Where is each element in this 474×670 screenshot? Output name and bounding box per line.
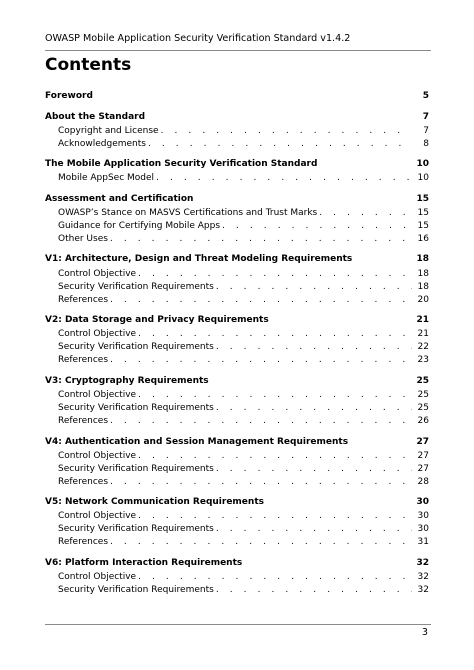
toc-entry-page: 27	[417, 463, 429, 474]
toc-entry-page: 18	[417, 281, 429, 292]
toc-entry-title: Other Uses	[58, 233, 108, 244]
toc-section-page: 5	[422, 91, 429, 101]
toc-entry-title: Copyright and License	[58, 125, 159, 136]
toc-entry-page: 30	[417, 524, 429, 535]
toc-entry-title: References	[58, 415, 109, 426]
dot-leader	[110, 233, 412, 246]
toc-entry-page: 8	[423, 138, 429, 149]
toc-section-page: 30	[416, 497, 429, 508]
toc-entry-title: Control Objective	[58, 450, 137, 461]
toc-section-title: The Mobile Application Security Verification Standard	[45, 159, 318, 170]
toc-section-page: 25	[416, 375, 429, 386]
toc-entry-page: 16	[417, 233, 429, 244]
toc-section-heading[interactable]	[45, 111, 429, 124]
toc-entry-title: Control Objective	[58, 571, 137, 582]
dot-leader	[138, 510, 412, 523]
dot-leader	[110, 536, 412, 549]
toc-section-heading[interactable]	[45, 158, 429, 171]
toc-section-title: V6: Platform Interaction Requirements	[45, 557, 243, 568]
page-title: Contents	[45, 55, 132, 75]
toc-entry-title: Security Verification Requirements	[58, 281, 214, 292]
toc-section	[45, 253, 429, 306]
toc-entry-title: Mobile AppSec Model	[58, 173, 155, 184]
toc-section	[45, 111, 429, 151]
toc-entry[interactable]	[45, 138, 429, 151]
toc-section-page: 15	[416, 193, 429, 204]
toc-entry-page: 31	[417, 537, 429, 548]
dot-leader	[138, 571, 412, 584]
toc-entry-title: Security Verification Requirements	[58, 463, 214, 474]
dot-leader	[216, 341, 412, 354]
toc-section-page: 21	[416, 315, 429, 326]
toc-section-title: V1: Architecture, Design and Threat Modeling Requirements	[45, 254, 353, 265]
toc-entry-title: Guidance for Certifying Mobile Apps	[58, 220, 221, 231]
toc-entry[interactable]	[45, 450, 429, 463]
toc-section-title: V3: Cryptography Requirements	[45, 375, 209, 386]
dot-leader	[138, 389, 412, 402]
toc-entry[interactable]	[45, 354, 429, 367]
toc-section-title: V2: Data Storage and Privacy Requirements	[45, 315, 269, 326]
toc-section	[45, 193, 429, 246]
toc-entry-page: 15	[417, 220, 429, 231]
toc-entry-page: 15	[417, 207, 429, 218]
toc-entry[interactable]	[45, 584, 429, 597]
dot-leader	[138, 268, 412, 281]
toc-section	[45, 436, 429, 489]
toc-entry[interactable]	[45, 476, 429, 489]
toc-entry-title: References	[58, 476, 109, 487]
dot-leader	[222, 220, 412, 233]
toc-entry-title: Security Verification Requirements	[58, 585, 214, 595]
toc-entry-title: References	[58, 537, 109, 548]
toc-entry-title: Security Verification Requirements	[58, 402, 214, 413]
toc-entry[interactable]	[45, 172, 429, 185]
toc-section-title: V4: Authentication and Session Management Requirements	[45, 436, 349, 447]
toc-entry[interactable]	[45, 294, 429, 307]
toc-section	[45, 158, 429, 185]
toc-section	[45, 557, 429, 597]
dot-leader	[216, 281, 412, 294]
table-of-contents	[45, 90, 429, 605]
toc-entry[interactable]	[45, 281, 429, 294]
toc-entry-title: References	[58, 355, 109, 366]
toc-entry[interactable]	[45, 125, 429, 138]
toc-entry[interactable]	[45, 415, 429, 428]
toc-entry[interactable]	[45, 402, 429, 415]
toc-entry-page: 32	[417, 585, 429, 595]
toc-entry-title: Control Objective	[58, 511, 137, 522]
dot-leader	[216, 463, 412, 476]
toc-entry-page: 32	[417, 571, 429, 582]
toc-section	[45, 375, 429, 428]
dot-leader	[319, 207, 412, 220]
page-number: 3	[421, 627, 428, 638]
toc-section	[45, 314, 429, 367]
toc-entry-page: 10	[417, 173, 429, 184]
toc-section-heading[interactable]	[45, 496, 429, 509]
toc-entry-title: Security Verification Requirements	[58, 342, 214, 353]
toc-section	[45, 90, 429, 103]
toc-entry-page: 18	[417, 268, 429, 279]
toc-entry-page: 23	[417, 355, 429, 366]
toc-section-heading[interactable]	[45, 253, 429, 266]
toc-section-title: About the Standard	[45, 111, 146, 122]
toc-entry[interactable]	[45, 233, 429, 246]
toc-section-page: 7	[422, 111, 429, 122]
toc-entry-title: Control Objective	[58, 268, 137, 279]
toc-entry-title: Control Objective	[58, 389, 137, 400]
dot-leader	[216, 402, 412, 415]
toc-section	[45, 496, 429, 549]
toc-entry[interactable]	[45, 389, 429, 402]
toc-entry[interactable]	[45, 463, 429, 476]
dot-leader	[148, 138, 412, 151]
toc-entry-title: OWASP’s Stance on MASVS Certifications and Trust Marks	[58, 207, 318, 218]
toc-section-title: Assessment and Certification	[45, 193, 194, 204]
toc-entry[interactable]	[45, 268, 429, 281]
toc-entry-page: 22	[417, 342, 429, 353]
toc-entry-page: 7	[423, 125, 429, 136]
toc-entry-title: Security Verification Requirements	[58, 524, 214, 535]
toc-entry-page: 25	[417, 402, 429, 413]
toc-entry-page: 25	[417, 389, 429, 400]
toc-entry-page: 21	[417, 329, 429, 340]
toc-entry[interactable]	[45, 523, 429, 536]
toc-section-heading[interactable]	[45, 314, 429, 327]
toc-entry[interactable]	[45, 536, 429, 549]
dot-leader	[216, 523, 412, 536]
toc-entry-title: References	[58, 294, 109, 305]
dot-leader	[216, 584, 412, 597]
toc-section-page: 18	[416, 254, 429, 265]
toc-section-heading[interactable]	[45, 436, 429, 449]
toc-entry-page: 28	[417, 476, 429, 487]
toc-section-title: Foreword	[45, 91, 93, 101]
toc-entry-page: 30	[417, 511, 429, 522]
dot-leader	[138, 328, 412, 341]
dot-leader	[110, 415, 412, 428]
toc-section-heading[interactable]	[45, 557, 429, 570]
toc-entry-page: 20	[417, 294, 429, 305]
toc-entry-title: Acknowledgements	[58, 138, 146, 149]
toc-entry[interactable]	[45, 207, 429, 220]
toc-entry[interactable]	[45, 341, 429, 354]
dot-leader	[110, 294, 412, 307]
dot-leader	[161, 125, 412, 138]
dot-leader	[156, 172, 412, 185]
dot-leader	[110, 476, 412, 489]
toc-section-heading[interactable]	[45, 90, 429, 103]
toc-section-page: 27	[416, 436, 429, 447]
toc-section-page: 32	[416, 557, 429, 568]
running-header: OWASP Mobile Application Security Verification Standard v1.4.2	[45, 33, 351, 44]
toc-section-heading[interactable]	[45, 193, 429, 206]
header-divider	[45, 50, 431, 51]
dot-leader	[138, 450, 412, 463]
toc-section-page: 10	[416, 159, 429, 170]
toc-section-title: V5: Network Communication Requirements	[45, 497, 264, 508]
toc-section-heading[interactable]	[45, 375, 429, 388]
toc-entry-title: Control Objective	[58, 329, 137, 340]
dot-leader	[110, 354, 412, 367]
toc-entry[interactable]	[45, 328, 429, 341]
toc-entry[interactable]	[45, 571, 429, 584]
footer-divider	[45, 624, 431, 625]
toc-entry[interactable]	[45, 510, 429, 523]
toc-entry-page: 26	[417, 415, 429, 426]
toc-entry-page: 27	[417, 450, 429, 461]
toc-entry[interactable]	[45, 220, 429, 233]
